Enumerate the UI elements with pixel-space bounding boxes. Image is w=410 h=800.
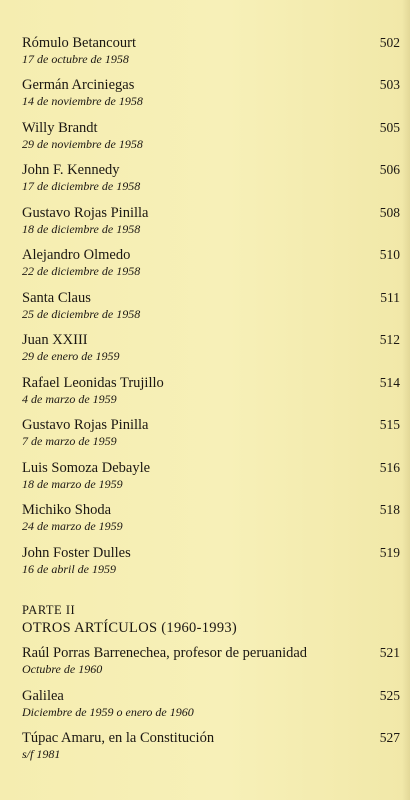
entry-page-number: 506 <box>379 162 400 177</box>
entry-date: Diciembre de 1959 o enero de 1960 <box>22 705 194 719</box>
entry-date: Octubre de 1960 <box>22 662 103 676</box>
entry-title: Willy Brandt <box>22 120 98 136</box>
toc-entry <box>22 331 402 364</box>
toc-entry <box>22 374 402 407</box>
entry-page-number: 516 <box>379 460 400 475</box>
toc-entry <box>22 289 402 322</box>
toc-entry <box>22 76 402 109</box>
toc-entry <box>22 246 402 279</box>
entry-title: Raúl Porras Barrenechea, profesor de peruanidad <box>22 645 308 661</box>
entry-title: Rómulo Betancourt <box>22 35 136 51</box>
entry-date: 29 de noviembre de 1958 <box>22 137 143 151</box>
entry-date: 29 de enero de 1959 <box>22 349 120 363</box>
toc-entry <box>22 459 402 492</box>
toc-entry <box>22 729 402 762</box>
entry-page-number: 503 <box>379 77 400 92</box>
entry-date: 25 de diciembre de 1958 <box>22 307 141 321</box>
toc-entry <box>22 416 402 449</box>
entry-date: 22 de diciembre de 1958 <box>22 264 141 278</box>
part-title: OTROS ARTÍCULOS (1960-1993) <box>22 620 238 636</box>
entry-page-number: 519 <box>379 545 400 560</box>
entry-date: 17 de diciembre de 1958 <box>22 179 141 193</box>
toc-entry <box>22 34 402 67</box>
part-label: PARTE II <box>22 603 76 617</box>
page-edge-shadow <box>402 0 410 800</box>
entry-page-number: 505 <box>379 120 400 135</box>
entry-date: 18 de diciembre de 1958 <box>22 222 141 236</box>
toc-entry <box>22 119 402 152</box>
entry-page-number: 512 <box>379 332 400 347</box>
entry-page-number: 502 <box>379 35 400 50</box>
entry-page-number: 508 <box>379 205 400 220</box>
entry-date: s/f 1981 <box>22 747 61 761</box>
entry-title: Alejandro Olmedo <box>22 247 131 263</box>
entry-page-number: 515 <box>379 417 400 432</box>
toc-entry <box>22 204 402 237</box>
entry-date: 16 de abril de 1959 <box>22 562 116 576</box>
entry-date: 18 de marzo de 1959 <box>22 477 123 491</box>
entry-title: Gustavo Rojas Pinilla <box>22 417 149 433</box>
entry-title: Rafael Leonidas Trujillo <box>22 375 164 391</box>
entry-page-number: 518 <box>379 502 400 517</box>
entry-title: Gustavo Rojas Pinilla <box>22 205 149 221</box>
toc-entry <box>22 644 402 677</box>
toc-entry <box>22 161 402 194</box>
entry-title: Galilea <box>22 688 64 704</box>
entry-title: Germán Arciniegas <box>22 77 135 93</box>
entry-page-number: 510 <box>379 247 400 262</box>
entry-date: 4 de marzo de 1959 <box>22 392 117 406</box>
entry-title: Luis Somoza Debayle <box>22 460 151 476</box>
entry-title: John F. Kennedy <box>22 162 120 178</box>
toc-entry <box>22 687 402 720</box>
entry-date: 7 de marzo de 1959 <box>22 434 117 448</box>
toc-entry <box>22 501 402 534</box>
entry-title: Santa Claus <box>22 290 91 306</box>
entry-title: Michiko Shoda <box>22 502 112 518</box>
entry-page-number: 525 <box>379 688 400 703</box>
entry-date: 14 de noviembre de 1958 <box>22 94 143 108</box>
entry-page-number: 511 <box>380 290 400 305</box>
entry-title: Túpac Amaru, en la Constitución <box>22 730 215 746</box>
toc-entry <box>22 544 402 577</box>
entry-title: John Foster Dulles <box>22 545 131 561</box>
entry-page-number: 521 <box>379 645 400 660</box>
entry-title: Juan XXIII <box>22 332 88 348</box>
entry-page-number: 514 <box>379 375 400 390</box>
entry-date: 17 de octubre de 1958 <box>22 52 129 66</box>
entry-date: 24 de marzo de 1959 <box>22 519 123 533</box>
entry-page-number: 527 <box>379 730 400 745</box>
